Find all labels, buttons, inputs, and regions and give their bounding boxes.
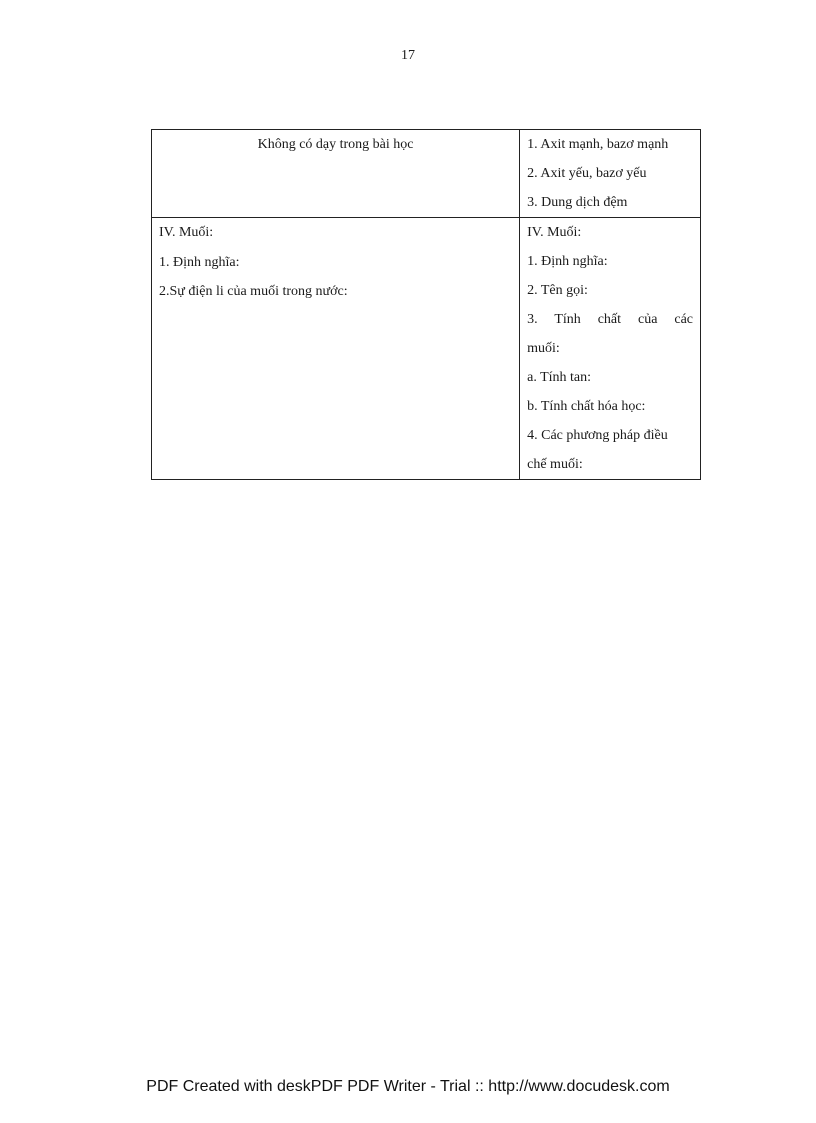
table-row [152, 218, 701, 480]
list-item: muối: [527, 341, 560, 356]
list-item: 2. Tên gọi: [527, 283, 588, 298]
list-item: 2. Axit yếu, bazơ yếu [527, 166, 647, 181]
list-item: IV. Muối: [159, 225, 214, 240]
table-cell-row2-right [520, 218, 701, 480]
list-item: 1. Axit mạnh, bazơ mạnh [527, 137, 669, 152]
list-item: 1. Định nghĩa: [527, 254, 608, 269]
list-item: chế muối: [527, 457, 583, 472]
table-cell-row1-left [152, 130, 520, 218]
watermark-footer: PDF Created with deskPDF PDF Writer - Trial :: http://www.docudesk.com [146, 1078, 670, 1095]
list-item: 2.Sự điện li của muối trong nước: [159, 284, 348, 299]
table-cell-row2-left [152, 218, 520, 480]
content-table [151, 129, 701, 480]
list-item: 3. Dung dịch đệm [527, 195, 628, 210]
list-item: b. Tính chất hóa học: [527, 399, 646, 414]
table-row [152, 130, 701, 218]
table-cell-row1-right [520, 130, 701, 218]
list-item: 1. Định nghĩa: [159, 254, 240, 270]
list-item: IV. Muối: [527, 225, 582, 240]
page-number: 17 [401, 48, 415, 63]
cell-text: Không có dạy trong bài học [257, 137, 414, 152]
list-item: 4. Các phương pháp điều [527, 428, 668, 443]
list-item: 3. Tính chất của các [527, 312, 693, 327]
list-item: a. Tính tan: [527, 370, 592, 385]
